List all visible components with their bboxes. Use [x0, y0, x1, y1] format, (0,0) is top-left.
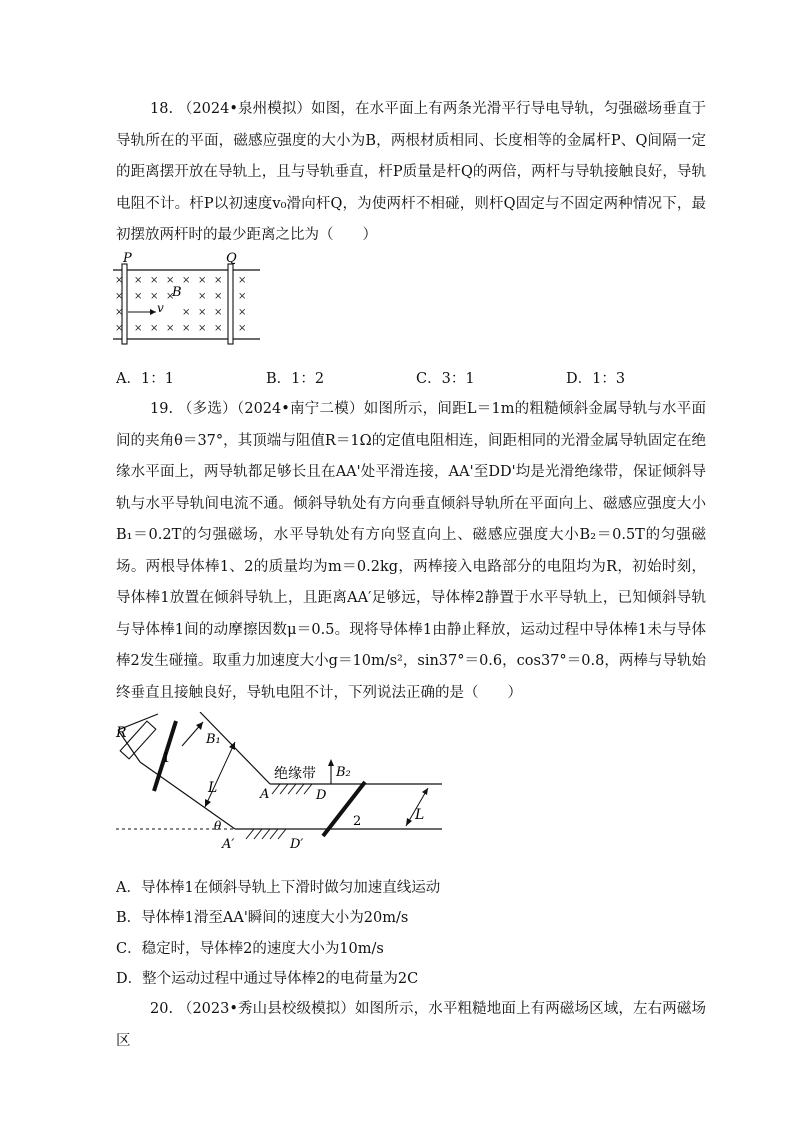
label-l-horizontal: L	[415, 807, 425, 823]
q19-option-d[interactable]: D．整个运动过程中通过导体棒2的电荷量为2C	[116, 971, 419, 987]
label-b2: B₂	[336, 765, 351, 780]
question-19-number: 19.	[150, 401, 174, 417]
q19-option-a[interactable]: A．导体棒1在倾斜导轨上下滑时做匀加速直线运动	[116, 880, 441, 896]
option-a[interactable]: A．1：1	[116, 371, 174, 387]
label-l-inclined: L	[208, 780, 218, 796]
svg-text:×: ×	[214, 291, 223, 302]
svg-text:×: ×	[198, 307, 207, 318]
svg-text:×: ×	[166, 275, 175, 286]
question-18-body: （2024•泉州模拟）如图，在水平面上有两条光滑平行导电导轨，匀强磁场垂直于导轨所在的平面，磁感应强度的大小为B，两根材质相同、长度相等的金属杆P、Q间隔一定的距离摆开放在导轨上，且与导轨垂直，杆P质量是杆Q的两倍，两杆与导轨接触良好，导轨电阻不计。杆P以初速度v₀滑向杆Q，为使两杆不相碰，则杆Q固定与不固定两种情况下，最初摆放两杆时的最少距离之比为（ ）	[116, 101, 707, 243]
label-b: B	[172, 285, 182, 300]
svg-text:×: ×	[115, 291, 124, 302]
svg-text:×: ×	[115, 323, 124, 334]
label-d-prime: D′	[290, 837, 304, 852]
question-19-text	[116, 394, 706, 709]
label-q: Q	[226, 251, 237, 266]
option-d[interactable]: D．1：3	[566, 371, 626, 387]
question-20-number: 20.	[150, 1001, 174, 1017]
svg-text:×: ×	[238, 291, 247, 302]
label-r: R	[116, 725, 127, 741]
label-rod-2: 2	[353, 814, 362, 829]
svg-text:×: ×	[150, 275, 159, 286]
label-rod-1: 1	[162, 751, 171, 766]
svg-text:×: ×	[150, 323, 159, 334]
svg-text:×: ×	[214, 307, 223, 318]
insulation-hatching	[246, 784, 312, 839]
svg-text:×: ×	[214, 323, 223, 334]
magnetic-field-crosses	[115, 275, 246, 334]
option-b[interactable]: B．1：2	[266, 371, 325, 387]
svg-text:×: ×	[182, 275, 191, 286]
question-19-body: （多选）（2024•南宁二模）如图所示，间距L＝1m的粗糙倾斜金属导轨与水平面间的夹角θ＝37°，其顶端与阻值R＝1Ω的定值电阻相连，间距相同的光滑金属导轨固定在绝缘水平面上，两导轨都足够长且在AA'处平滑连接，AA'至DD'均是光滑绝缘带，保证倾斜导轨与水平导轨间电流不通。倾斜导轨处有方向垂直倾斜导轨所在平面向上、磁感应强度大小B₁＝0.2T的匀强磁场，水平导轨处有方向竖直向上、磁感应强度大小B₂＝0.5T的匀强磁场。两根导体棒1、2的质量均为m＝0.2kg，两棒接入电路部分的电阻均为R，初始时刻，导体棒1放置在倾斜导轨上，且距离AA′足够远，导体棒2静置于水平导轨上，已知倾斜导轨与导体棒1间的动摩擦因数μ＝0.5。现将导体棒1由静止释放，运动过程中导体棒1未与导体棒2发生碰撞。取重力加速度大小g＝10m/s²，sin37°＝0.6，cos37°＝0.8，两棒与导轨始终垂直且接触良好，导轨电阻不计，下列说法正确的是（ ）	[116, 401, 707, 701]
svg-text:×: ×	[166, 291, 175, 302]
svg-text:×: ×	[198, 323, 207, 334]
question-18-text	[116, 94, 706, 252]
svg-text:×: ×	[182, 323, 191, 334]
svg-text:×: ×	[238, 323, 247, 334]
label-v: v	[157, 301, 164, 315]
svg-text:×: ×	[166, 323, 175, 334]
svg-text:×: ×	[238, 307, 247, 318]
question-18-options	[116, 367, 716, 388]
svg-text:×: ×	[134, 323, 143, 334]
svg-text:×: ×	[214, 275, 223, 286]
svg-text:×: ×	[182, 307, 191, 318]
question-18-figure	[110, 250, 260, 345]
label-b1: B₁	[206, 732, 221, 747]
label-a-prime: A′	[222, 837, 235, 852]
svg-text:×: ×	[115, 275, 124, 286]
svg-text:×: ×	[150, 291, 159, 302]
svg-text:×: ×	[198, 275, 207, 286]
q19-option-b[interactable]: B．导体棒1滑至AA'瞬间的速度大小为20m/s	[116, 910, 409, 926]
question-20-text	[116, 994, 706, 1057]
label-p: P	[123, 251, 132, 266]
svg-text:×: ×	[134, 291, 143, 302]
svg-text:×: ×	[115, 307, 124, 318]
label-a: A	[260, 787, 270, 802]
label-d: D	[316, 788, 327, 803]
q19-option-c[interactable]: C．稳定时，导体棒2的速度大小为10m/s	[116, 941, 384, 957]
question-19-figure	[110, 712, 450, 862]
svg-text:×: ×	[238, 275, 247, 286]
question-18-number: 18.	[150, 101, 174, 117]
label-theta: θ	[214, 819, 222, 833]
question-20-body: （2023•秀山县校级模拟）如图所示，水平粗糙地面上有两磁场区域，左右两磁场区	[116, 1001, 707, 1049]
svg-text:×: ×	[134, 275, 143, 286]
svg-text:×: ×	[198, 291, 207, 302]
label-insulation: 绝缘带	[274, 766, 316, 782]
option-c[interactable]: C．3：1	[416, 371, 475, 387]
